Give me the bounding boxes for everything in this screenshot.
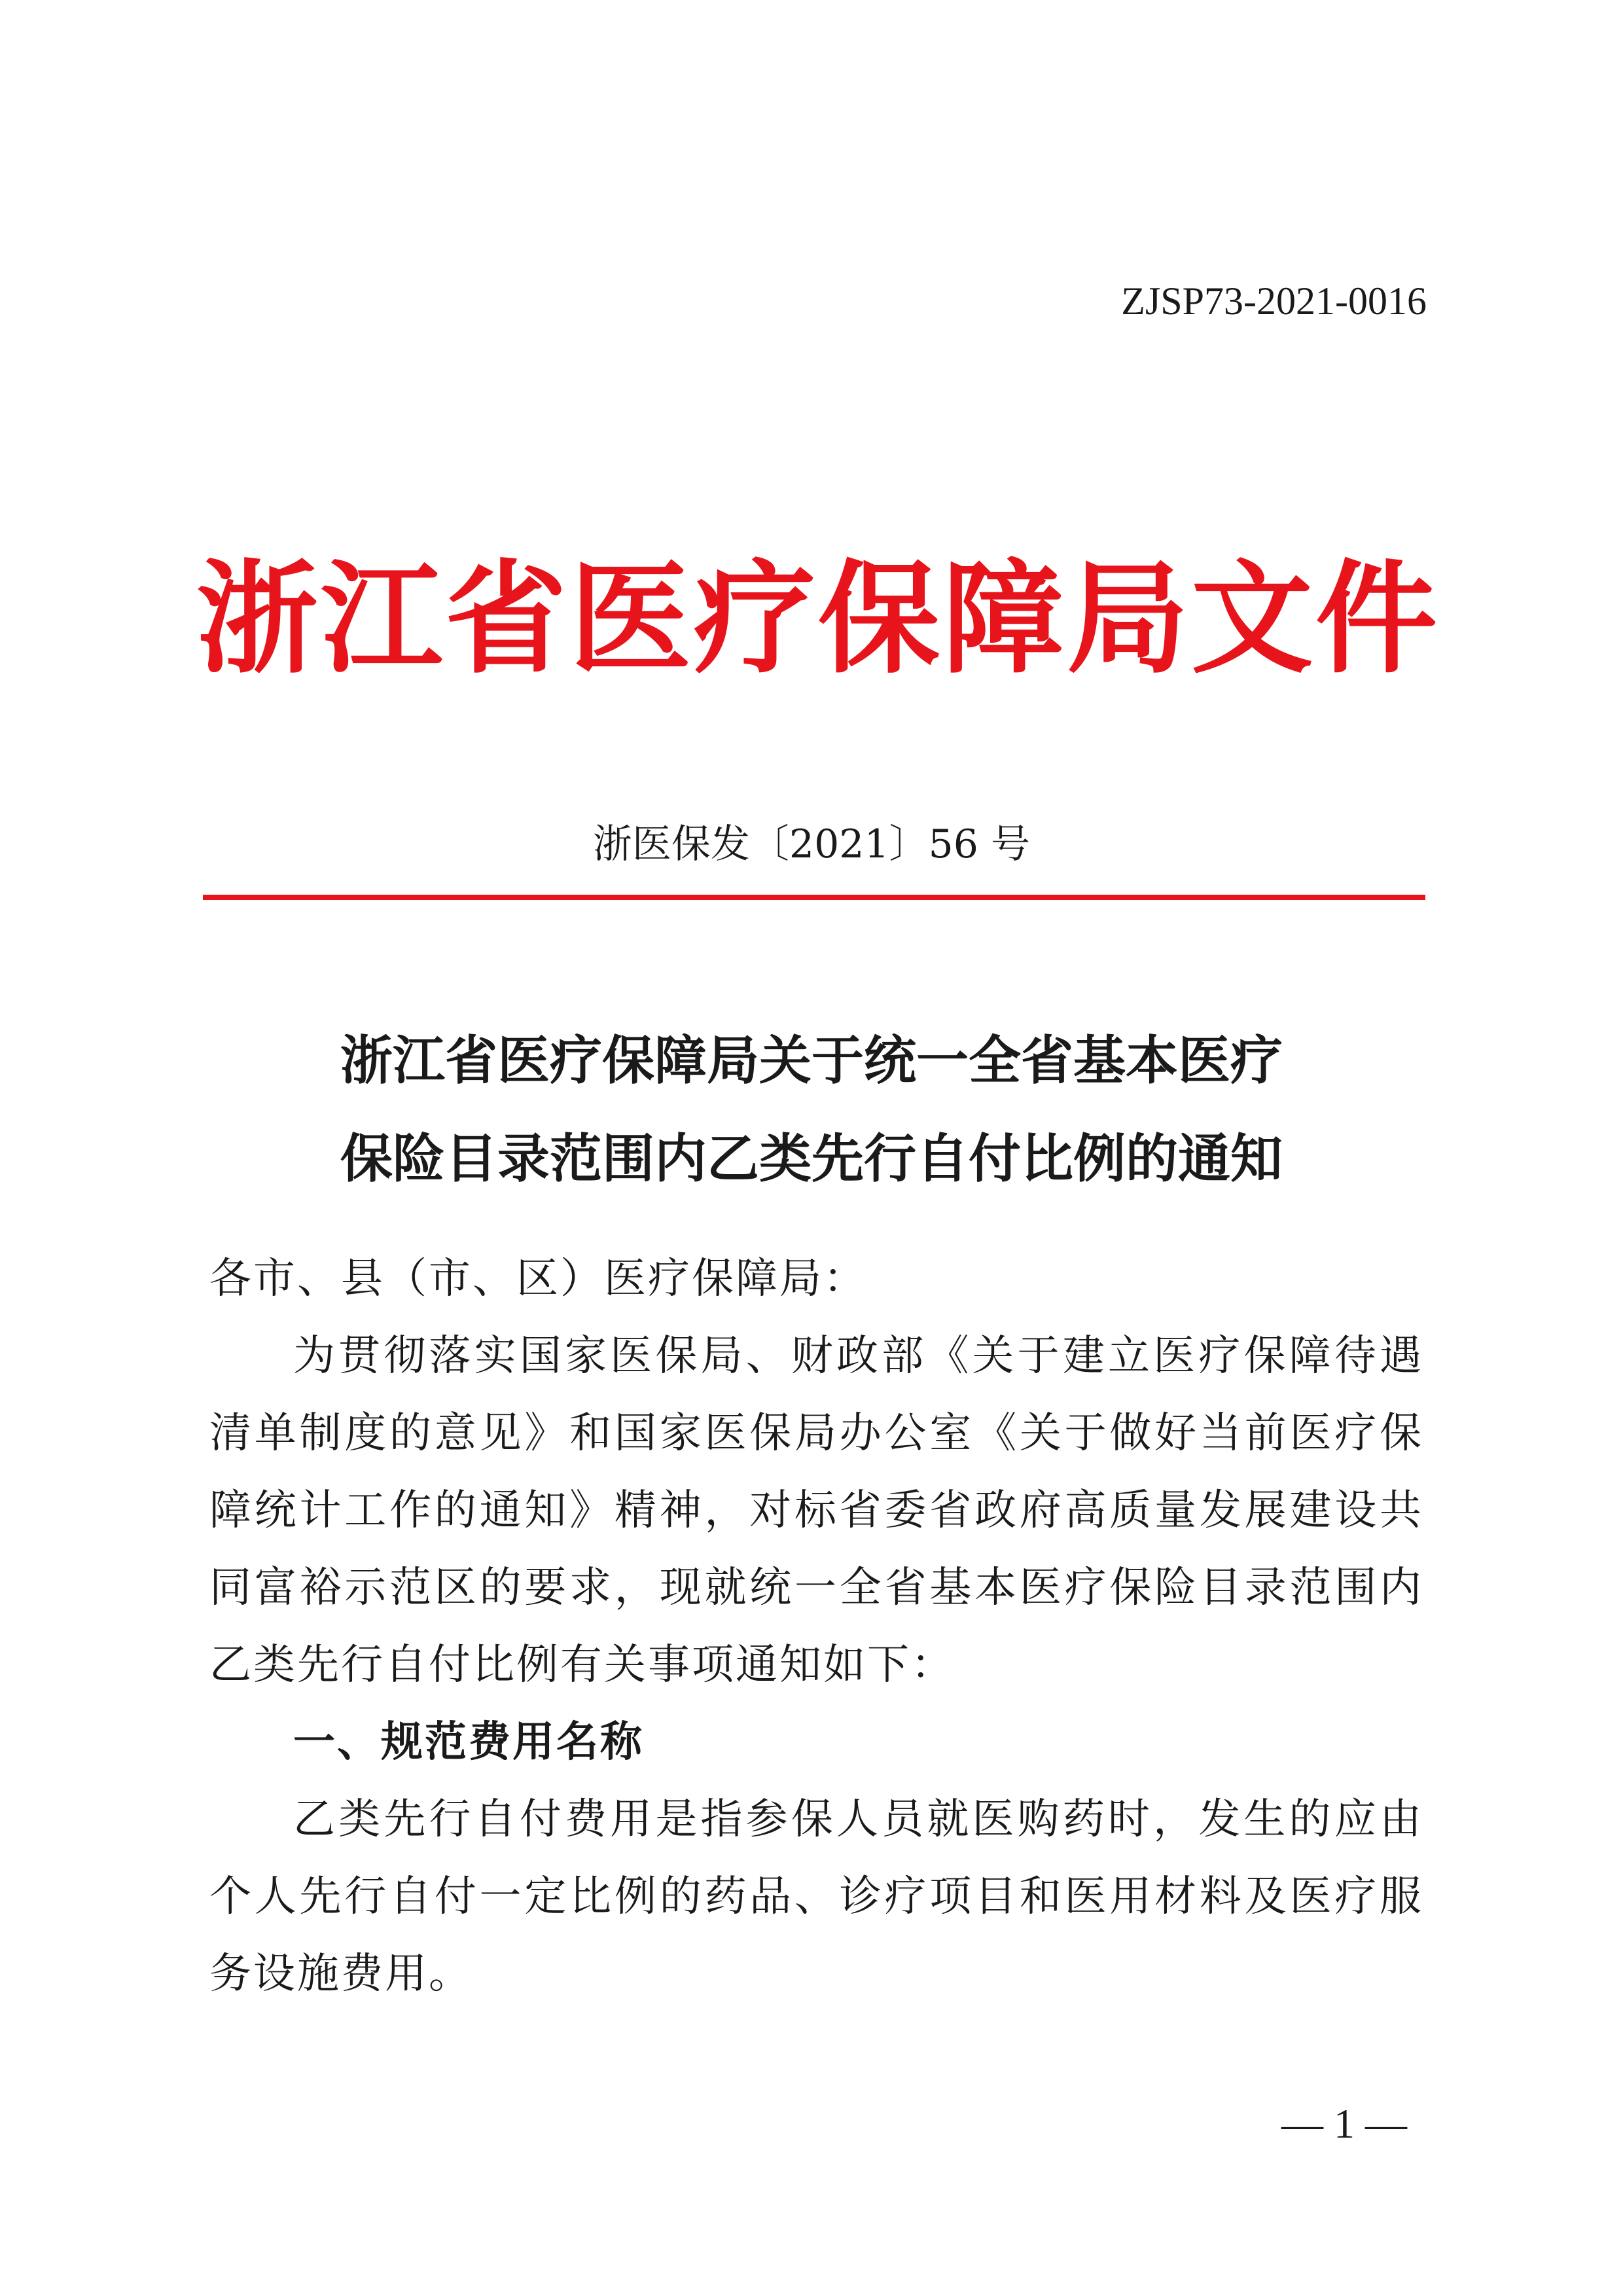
- salutation: 各市、县（市、区）医疗保障局：: [209, 1255, 867, 1303]
- body-paragraph: 为贯彻落实国家医保局、财政部《关于建立医疗保障待遇清单制度的意见》和国家医保局办公室《关于做好当前医疗保障统计工作的通知》精神，对标省委省政府高质量发展建设共同富裕示范区的要求，现就统一全省基本医疗保险目录范围内乙类先行自付比例有关事项通知如下：: [209, 1332, 1423, 1689]
- title-line: 浙江省医疗保障局关于统一全省基本医疗: [340, 1030, 1283, 1091]
- page-number: — 1 —: [1281, 2100, 1407, 2147]
- body-paragraph: 乙类先行自付费用是指参保人员就医购药时，发生的应由个人先行自付一定比例的药品、诊疗项目和医用材料及医疗服务设施费用。: [209, 1795, 1423, 1998]
- issuer-header: 浙江省医疗保障局文件: [196, 547, 1440, 690]
- document-title: [196, 1011, 1427, 1208]
- section-heading: 一、规范费用名称: [293, 1718, 644, 1767]
- document-body: [209, 1240, 1423, 2013]
- document-code: ZJSP73-2021-0016: [1121, 279, 1427, 323]
- document-number: 浙医保发〔2021〕56 号: [592, 821, 1031, 867]
- red-divider: [203, 895, 1425, 900]
- title-line: 保险目录范围内乙类先行自付比例的通知: [340, 1128, 1283, 1189]
